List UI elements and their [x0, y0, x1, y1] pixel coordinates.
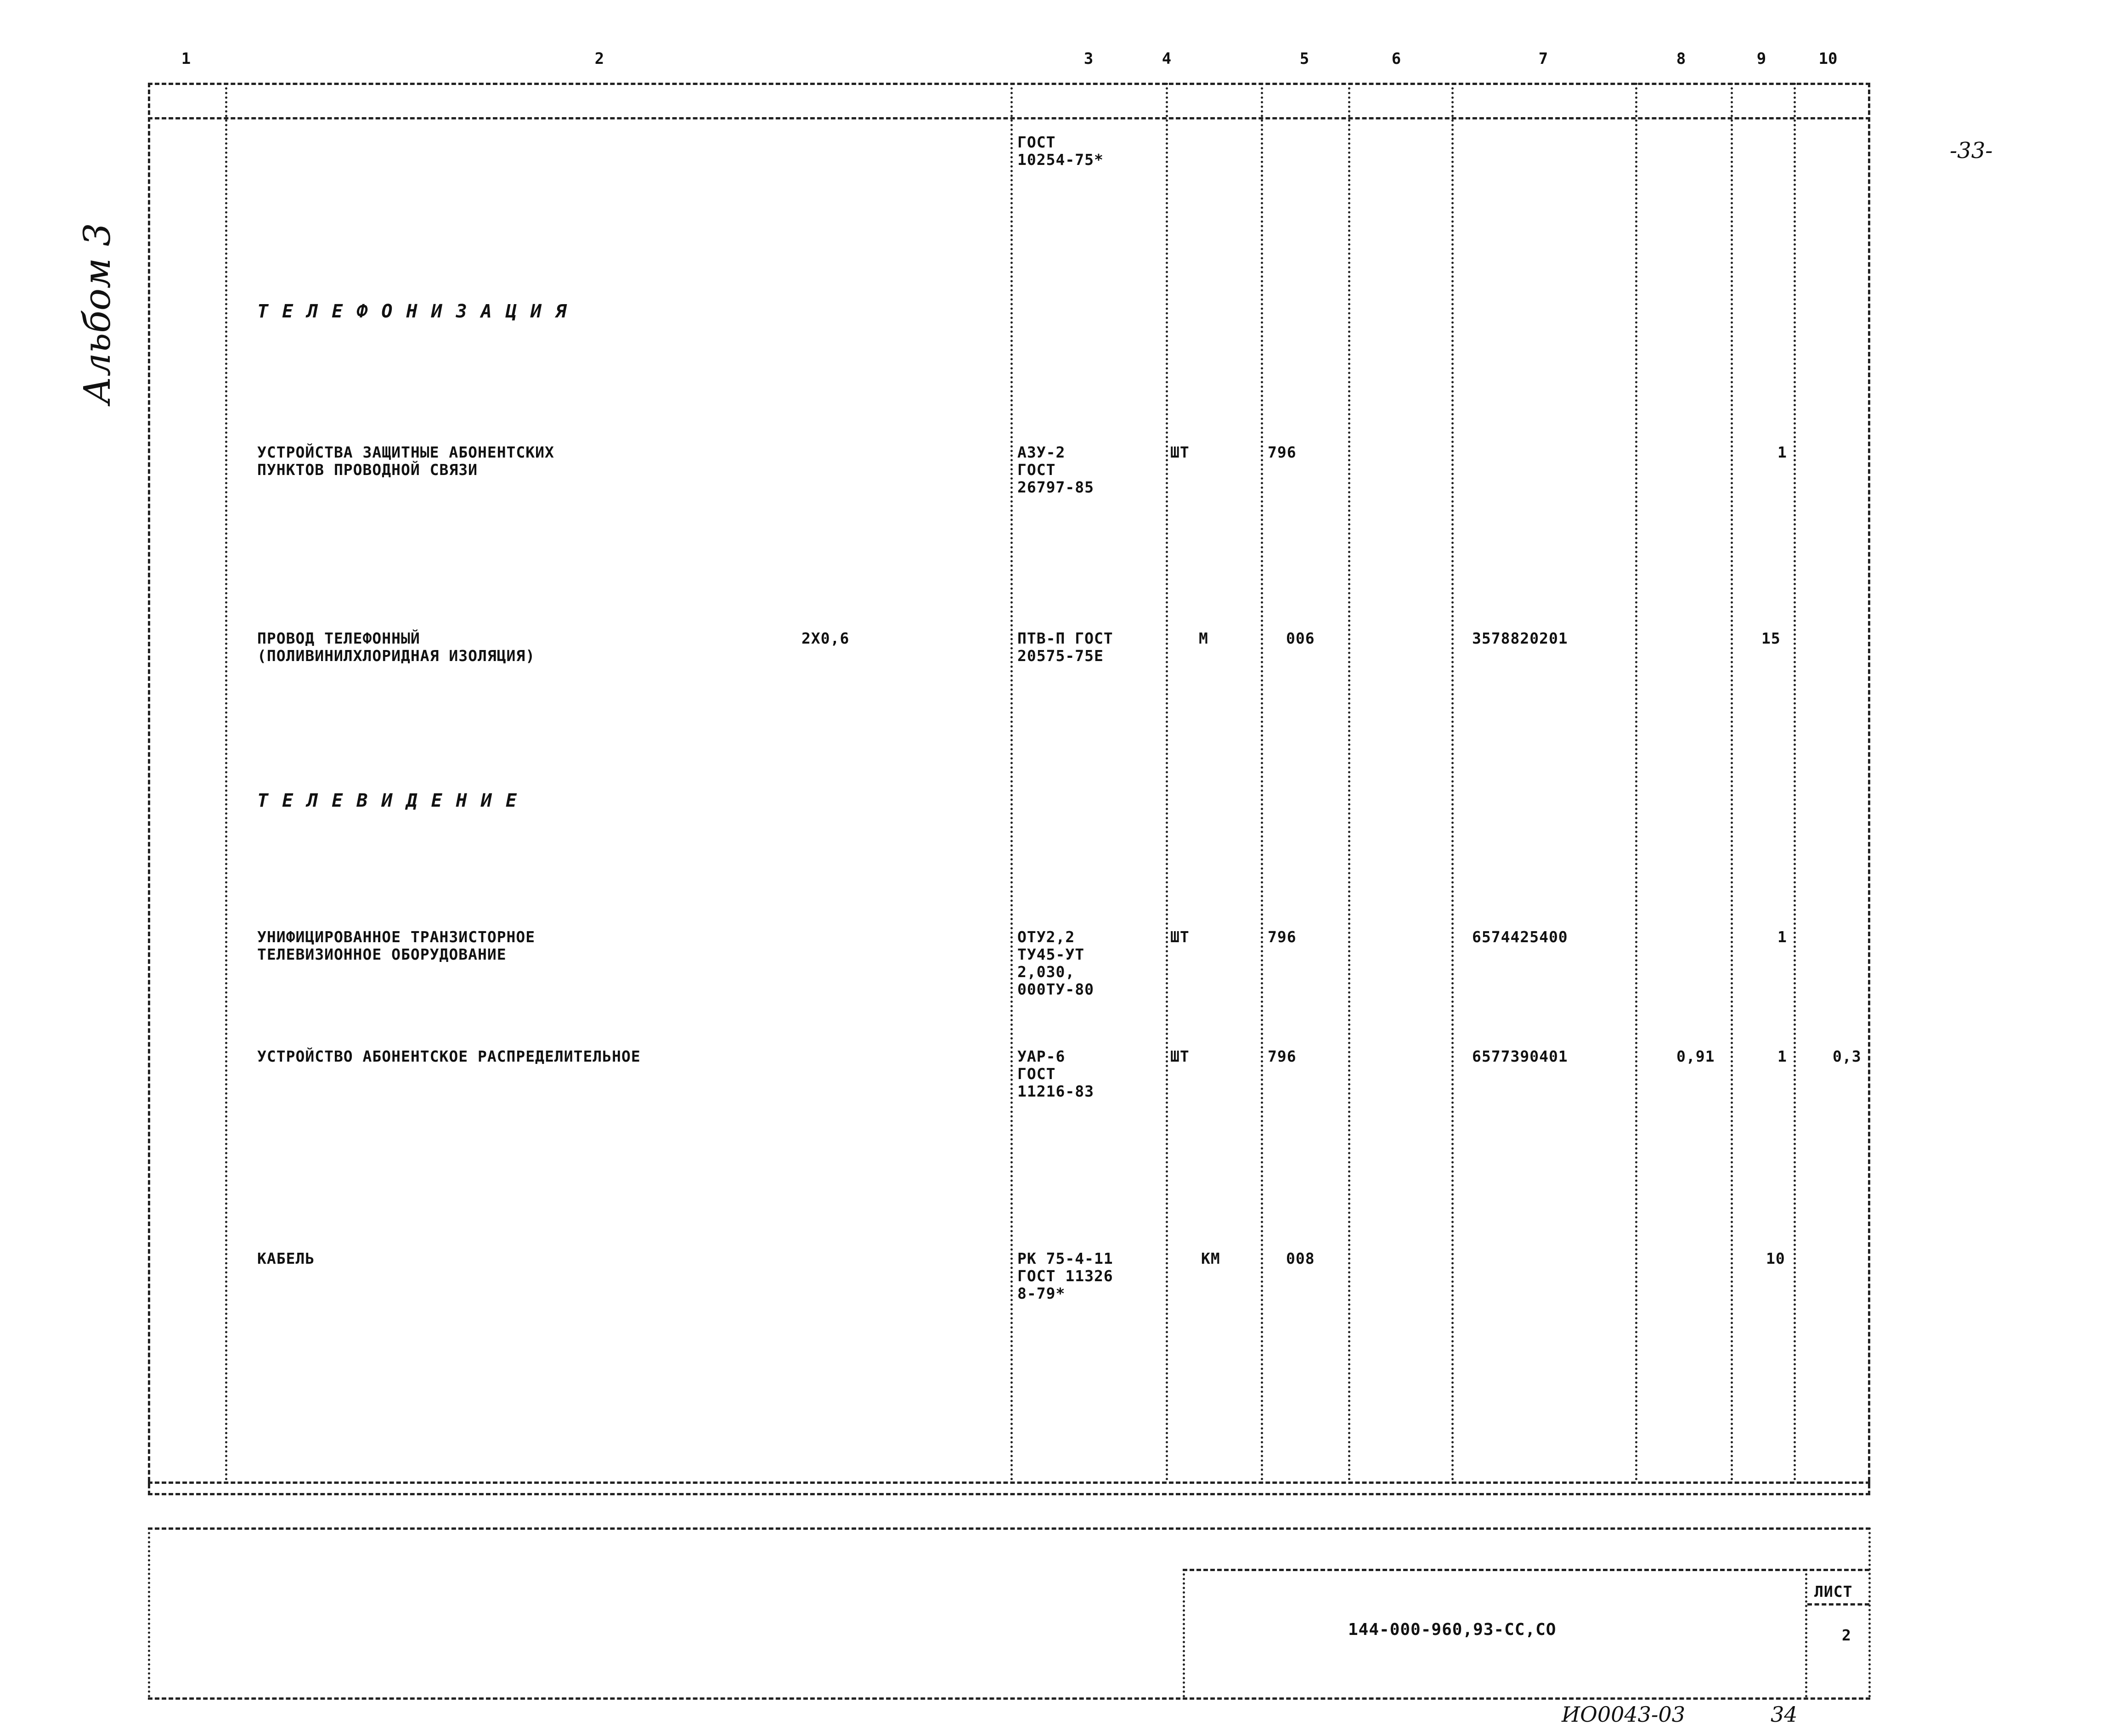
col-header-4: 4	[1162, 50, 1172, 68]
cell-col2-spec: 2X0,6	[801, 629, 850, 647]
section-heading: ТЕЛЕФОНИЗАЦИЯ	[257, 301, 581, 322]
sheet-label: ЛИСТ	[1814, 1583, 1853, 1600]
cell-col2: УНИФИЦИРОВАННОЕ ТРАНЗИСТОРНОЕ	[257, 928, 536, 946]
col-separator-6	[1451, 83, 1454, 1482]
cell-col4-unit: М	[1199, 629, 1208, 647]
cell-col2: ПУНКТОВ ПРОВОДНОЙ СВЯЗИ	[257, 461, 478, 479]
col-header-6: 6	[1391, 50, 1401, 68]
stamp-sheet-rule	[1807, 1603, 1869, 1606]
cell-col4-unit: КМ	[1201, 1250, 1220, 1267]
cell-col2: (ПОЛИВИНИЛХЛОРИДНАЯ ИЗОЛЯЦИЯ)	[257, 647, 536, 665]
col-separator-8	[1731, 83, 1733, 1482]
titleblock-top-rule	[148, 1527, 1870, 1530]
cell-col5-code: 796	[1268, 443, 1297, 461]
sheet-number: 2	[1842, 1626, 1851, 1644]
cell-col4-unit: ШТ	[1170, 1047, 1190, 1065]
titleblock-left-edge	[148, 1527, 150, 1697]
col-separator-3	[1166, 83, 1168, 1482]
cell-col4-unit: ШТ	[1170, 443, 1190, 461]
cell-col10-value: 0,3	[1833, 1047, 1862, 1065]
col-header-5: 5	[1299, 50, 1309, 68]
stamp-top-rule	[1183, 1569, 1869, 1571]
cell-col9-qty: 15	[1761, 629, 1781, 647]
cell-col9-qty: 1	[1777, 443, 1787, 461]
cell-col5-code: 796	[1268, 1047, 1297, 1065]
cell-col2: УСТРОЙСТВА ЗАЩИТНЫЕ АБОНЕНТСКИХ	[257, 443, 554, 461]
document-designation: 144-000-960,93-СС,СО	[1348, 1620, 1557, 1639]
sheet-fraction: 34	[1771, 1702, 1798, 1727]
col-header-7: 7	[1538, 50, 1548, 68]
inventory-number: ИО0043-03	[1562, 1702, 1685, 1727]
cell-col3: ГОСТ 11326	[1017, 1267, 1113, 1285]
cell-col3: 8-79*	[1017, 1284, 1066, 1302]
col-header-3: 3	[1083, 50, 1094, 68]
stamp-left-rule	[1183, 1569, 1185, 1697]
cell-col3: ОТУ2,2	[1017, 928, 1075, 946]
page-number: -33-	[1950, 138, 1993, 164]
header-rule	[148, 117, 1870, 119]
col-separator-7	[1635, 83, 1637, 1482]
cell-col3: ТУ45-УТ	[1017, 945, 1085, 963]
cell-col2: ТЕЛЕВИЗИОННОЕ ОБОРУДОВАНИЕ	[257, 945, 507, 963]
cell-col3: 26797-85	[1017, 478, 1094, 496]
cell-col3: УАР-6	[1017, 1047, 1066, 1065]
cell-col8-value: 0,91	[1676, 1047, 1715, 1065]
col-separator-1	[225, 83, 227, 1482]
cell-col5-code: 008	[1286, 1250, 1315, 1267]
cell-col7-code: 6574425400	[1472, 928, 1568, 946]
col-header-1: 1	[181, 50, 191, 68]
cell-col5-code: 006	[1286, 629, 1315, 647]
table-bottom-rule	[148, 1482, 1870, 1484]
table-frame	[148, 83, 1870, 1495]
section-heading: ТЕЛЕВИДЕНИЕ	[257, 790, 530, 811]
col-separator-9	[1794, 83, 1796, 1482]
cell-col5-code: 796	[1268, 928, 1297, 946]
col-header-10: 10	[1818, 50, 1838, 68]
cell-col3: РК 75-4-11	[1017, 1250, 1113, 1267]
cell-col7-code: 3578820201	[1472, 629, 1568, 647]
cell-col9-qty: 10	[1766, 1250, 1785, 1267]
cell-col3: ГОСТ	[1017, 461, 1056, 479]
cell-col3: 2,030,	[1017, 963, 1075, 981]
cell-col3: 10254-75*	[1017, 151, 1104, 169]
cell-col3: ГОСТ	[1017, 1065, 1056, 1083]
album-label: Альбом 3	[76, 223, 118, 404]
cell-col3: АЗУ-2	[1017, 443, 1066, 461]
col-separator-2	[1010, 83, 1013, 1482]
cell-col9-qty: 1	[1777, 928, 1787, 946]
cell-col7-code: 6577390401	[1472, 1047, 1568, 1065]
cell-col4-unit: ШТ	[1170, 928, 1190, 946]
col-header-9: 9	[1756, 50, 1766, 68]
stamp-sheet-divider	[1805, 1569, 1807, 1697]
titleblock-right-edge	[1868, 1527, 1871, 1697]
cell-col2: КАБЕЛЬ	[257, 1250, 315, 1267]
cell-col2: ПРОВОД ТЕЛЕФОННЫЙ	[257, 629, 420, 647]
cell-col3: 000ТУ-80	[1017, 980, 1094, 998]
cell-col3: ГОСТ	[1017, 133, 1056, 151]
cell-col3: ПТВ-П ГОСТ	[1017, 629, 1113, 647]
cell-col3: 11216-83	[1017, 1082, 1094, 1100]
page-bottom-rule	[148, 1697, 1870, 1700]
col-separator-4	[1261, 83, 1263, 1482]
cell-col9-qty: 1	[1777, 1047, 1787, 1065]
cell-col3: 20575-75Е	[1017, 647, 1104, 665]
col-header-2: 2	[594, 50, 604, 68]
cell-col2: УСТРОЙСТВО АБОНЕНТСКОЕ РАСПРЕДЕЛИТЕЛЬНОЕ	[257, 1047, 641, 1065]
col-separator-5	[1348, 83, 1350, 1482]
col-header-8: 8	[1676, 50, 1686, 68]
